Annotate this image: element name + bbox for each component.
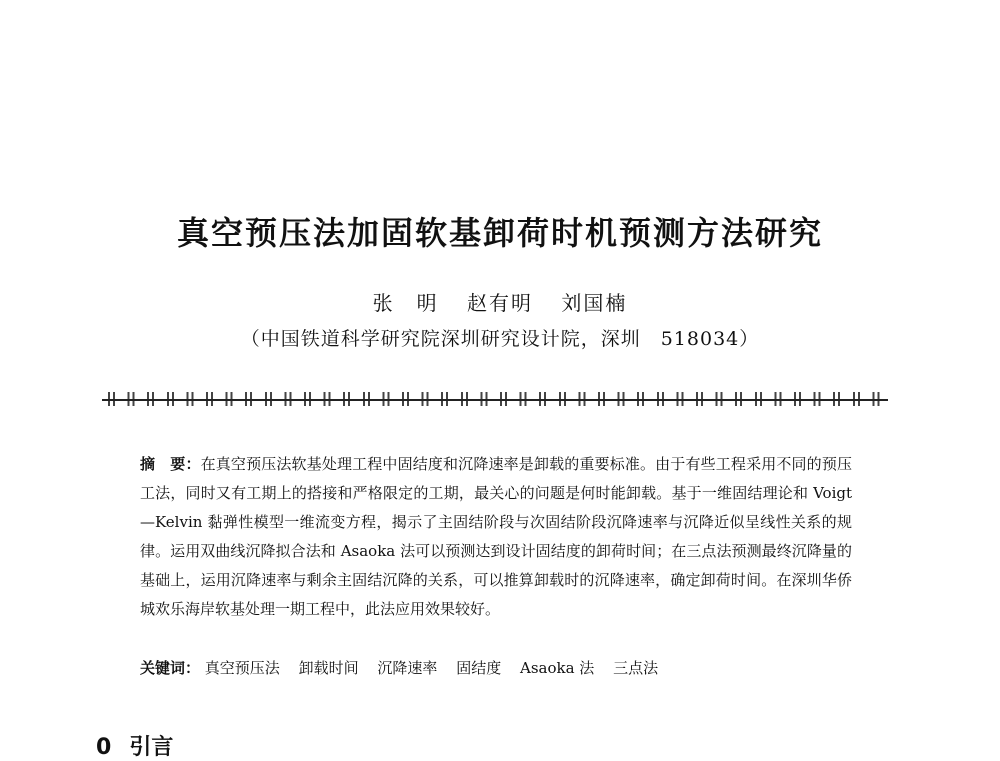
abstract xyxy=(140,450,852,624)
section-title: 引言 xyxy=(129,735,174,760)
author-1: 张 明 xyxy=(372,291,439,315)
paper-title: 真空预压法加固软基卸荷时机预测方法研究 xyxy=(176,214,823,252)
keyword-3: 沉降速率 xyxy=(377,659,438,677)
author-2: 赵有明 xyxy=(467,291,533,315)
keyword-6: 三点法 xyxy=(613,659,659,677)
keyword-5: Asaoka 法 xyxy=(519,659,595,677)
decorative-divider xyxy=(102,392,888,406)
divider-hash-marks xyxy=(102,392,888,406)
abstract-label: 摘 要： xyxy=(140,455,201,473)
author-list xyxy=(0,287,1000,316)
keyword-2: 卸载时间 xyxy=(298,659,359,677)
author-3: 刘国楠 xyxy=(561,291,628,315)
section-heading xyxy=(96,730,173,761)
keyword-4: 固结度 xyxy=(456,659,502,677)
keywords xyxy=(140,654,852,683)
keyword-1: 真空预压法 xyxy=(204,659,280,677)
section-number: 0 xyxy=(96,735,112,760)
affiliation: （中国铁道科学研究院深圳研究设计院，深圳 518034） xyxy=(240,328,760,350)
abstract-text: 在真空预压法软基处理工程中固结度和沉降速率是卸载的重要标准。由于有些工程采用不同的预压工法，同时又有工期上的搭接和严格限定的工期，最关心的问题是何时能卸载。基于一维固结理论和 Voigt—Kelvin 黏弹性模型一维流变方程，揭示了主固结阶段与次固结阶段沉降速率与沉降近似呈线性关系的规律。运用双曲线沉降拟合法和 Asaoka 法可以预测达到设计固结度的卸荷时间；在三点法预测最终沉降量的基础上，运用沉降速率与剩余主固结沉降的关系，可以推算卸载时的沉降速率，确定卸荷时间。在深圳华侨城欢乐海岸软基处理一期工程中，此法应用效果较好。 xyxy=(140,455,852,618)
keywords-label: 关键词： xyxy=(140,659,201,677)
